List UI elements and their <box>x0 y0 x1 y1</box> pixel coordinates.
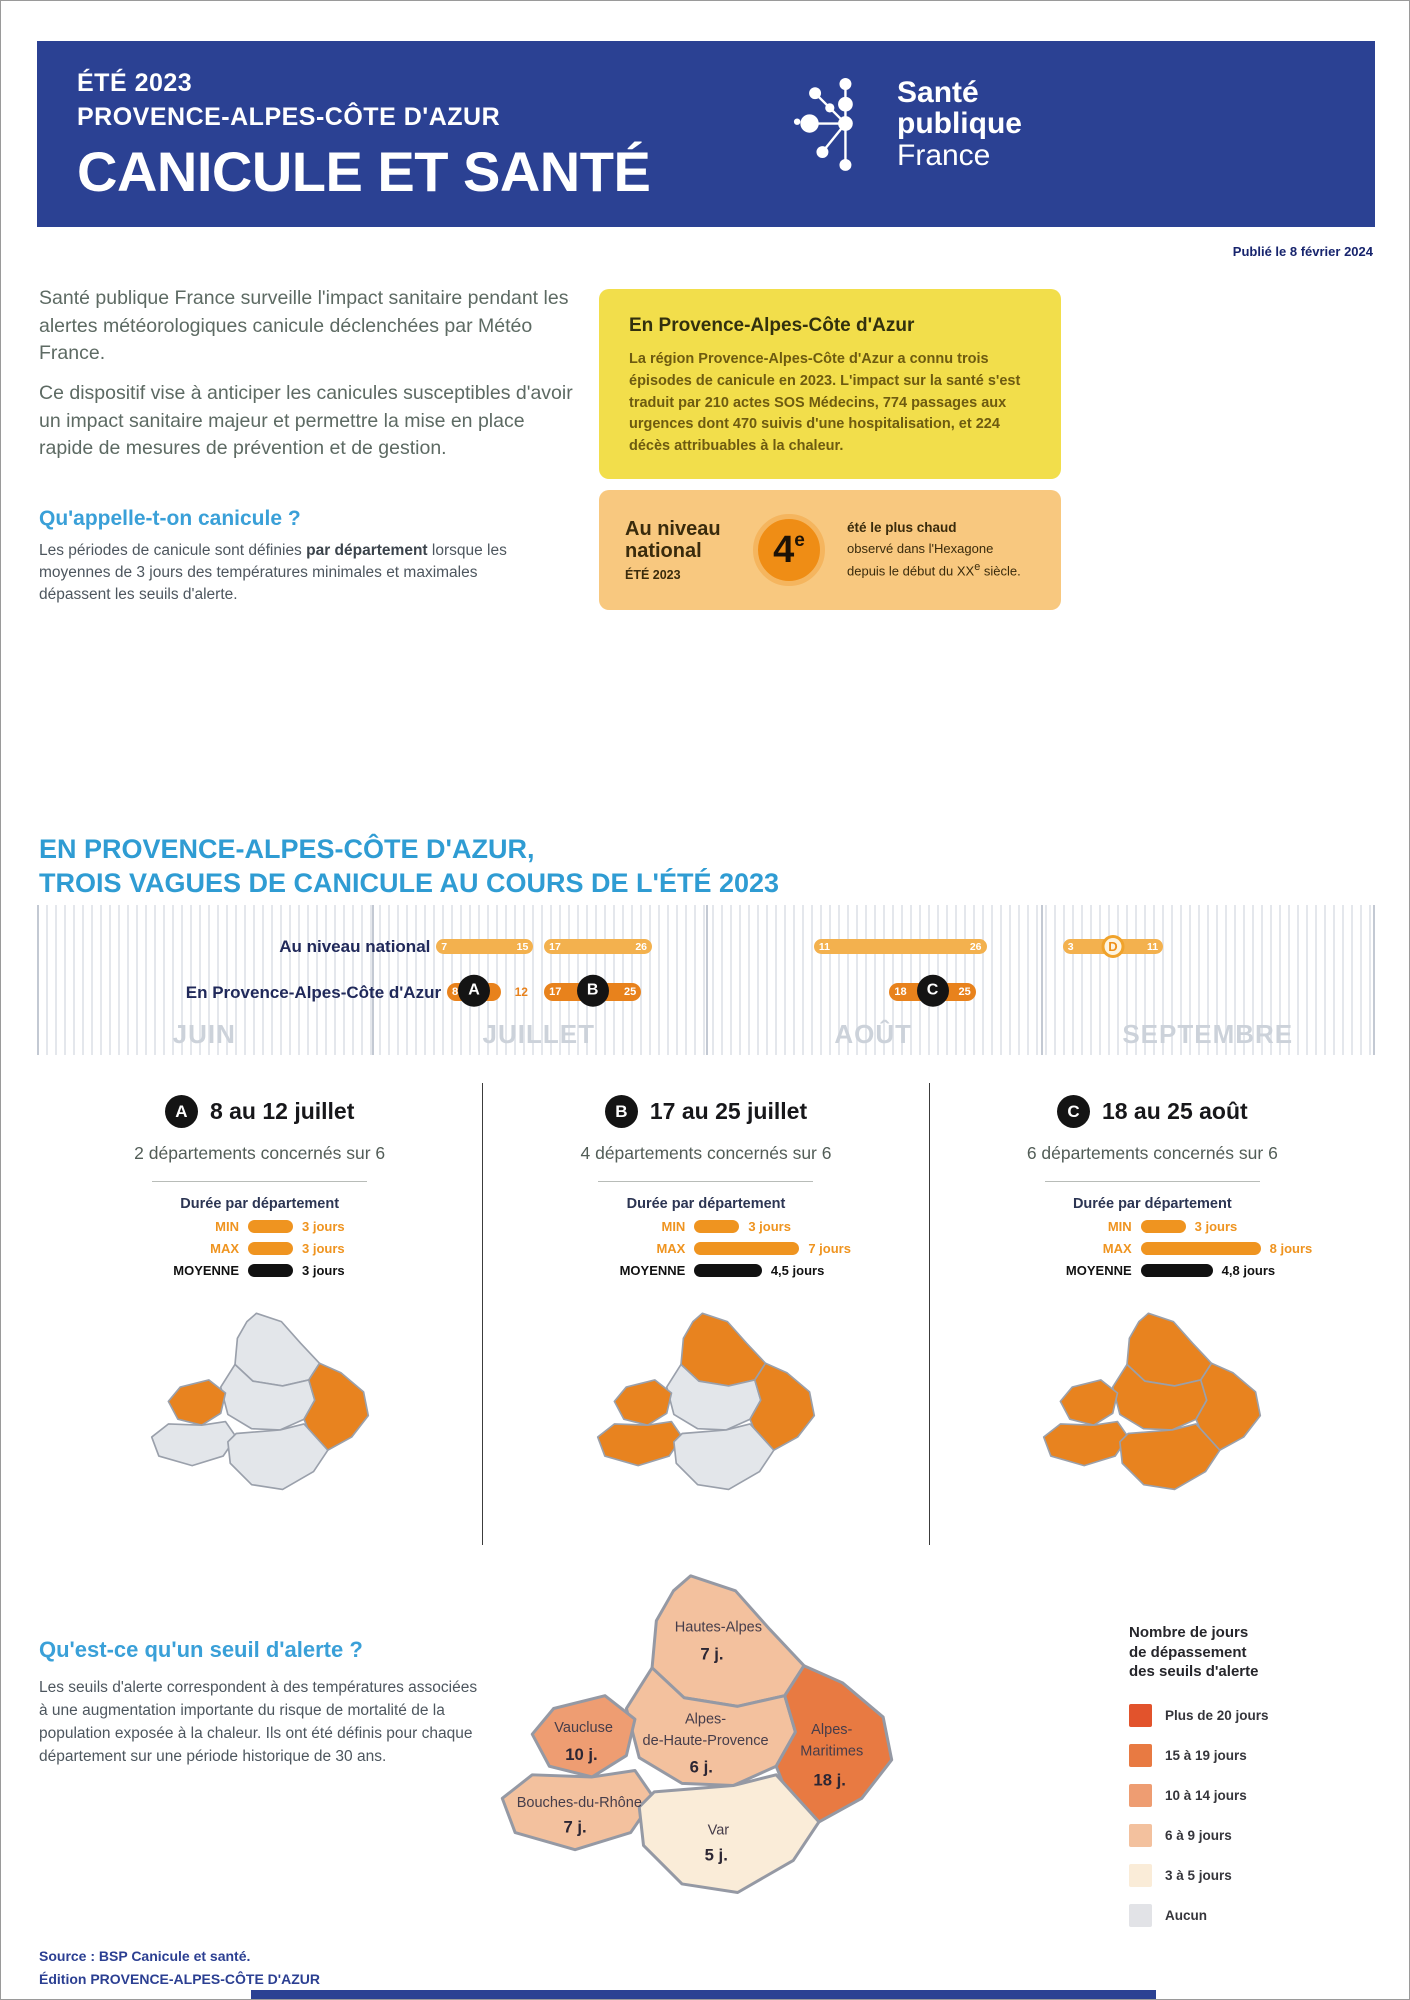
max-duration-value: 3 jours <box>302 1241 345 1256</box>
episode-a-badge: A <box>165 1095 198 1128</box>
national-rank-text <box>847 518 1021 582</box>
legend-label: 3 à 5 jours <box>1165 1867 1232 1883</box>
days-vaucluse: 10 j. <box>565 1744 598 1764</box>
legend-title-line3: des seuils d'alerte <box>1129 1663 1259 1680</box>
header-kicker-year: ÉTÉ 2023 <box>77 69 193 97</box>
label-am-2: Maritimes <box>800 1743 864 1760</box>
legend-label: 15 à 19 jours <box>1165 1747 1247 1763</box>
duration-title: Durée par département <box>1072 1196 1232 1212</box>
map-legend <box>1129 1623 1381 1944</box>
intro-paragraph-1: Santé publique France surveille l'impact sanitaire pendant les alertes météorologiques canicule déclenchées par Météo France. <box>39 287 569 365</box>
min-duration-value: 3 jours <box>1194 1219 1238 1234</box>
logo-wordmark <box>897 77 1022 172</box>
min-label: MIN <box>1107 1219 1132 1234</box>
seuil-section <box>39 1637 484 1769</box>
mini-map-dept-var <box>1120 1424 1220 1489</box>
legend-item <box>1129 1864 1381 1887</box>
mini-map-dept-br <box>1044 1422 1128 1466</box>
episode-c-departments: 6 départements concernés sur 6 <box>1026 1143 1278 1163</box>
days-ahp: 6 j. <box>689 1757 713 1777</box>
mini-map-dept-va <box>168 1380 225 1425</box>
label-vaucluse: Vaucluse <box>554 1720 613 1737</box>
moyenne-duration-bar <box>1141 1264 1213 1277</box>
mini-map-dept-br <box>598 1422 682 1466</box>
legend-label: Aucun <box>1165 1907 1207 1923</box>
legend-swatch <box>1129 1864 1152 1887</box>
national-label-line2: national <box>625 540 702 562</box>
max-duration-row <box>1048 1241 1375 1256</box>
min-duration-bar <box>1141 1220 1186 1233</box>
national-heatwave-bar: 17 26 <box>544 939 652 954</box>
timeline-national-row <box>37 937 1375 957</box>
episode-b-departments: 4 départements concernés sur 6 <box>580 1143 832 1163</box>
seuil-body: Les seuils d'alerte correspondent à des températures associées à une augmentation importante du risque de mortalité de la population exposée à la chaleur. Ils ont été définis pour chaque département sur une période historique de 30 ans. <box>39 1679 478 1765</box>
max-duration-value: 8 jours <box>1269 1241 1313 1256</box>
timeline-heading-line1: EN PROVENCE-ALPES-CÔTE D'AZUR, <box>39 834 535 864</box>
moyenne-duration-bar <box>248 1264 293 1277</box>
divider <box>598 1181 813 1182</box>
source-line2: Édition PROVENCE-ALPES-CÔTE D'AZUR <box>39 1971 320 1988</box>
region-map <box>483 1563 911 1931</box>
rank-number: 4e <box>773 529 805 571</box>
max-duration-value: 7 jours <box>808 1241 851 1256</box>
header-kicker-region: PROVENCE-ALPES-CÔTE D'AZUR <box>77 102 501 131</box>
national-heatwave-bar: 11 26 <box>814 939 987 954</box>
moyenne-duration-row <box>601 1263 928 1278</box>
label-bouches-du-rhone: Bouches-du-Rhône <box>516 1794 642 1811</box>
mini-map-dept-ha <box>235 1313 319 1386</box>
episode-column-b <box>482 1083 928 1545</box>
divider <box>1045 1181 1260 1182</box>
page-title: CANICULE ET SANTÉ <box>77 139 651 203</box>
episode-a-header <box>37 1095 482 1128</box>
intro-paragraphs <box>39 285 584 463</box>
legend-swatch <box>1129 1704 1152 1727</box>
min-label: MIN <box>215 1219 239 1234</box>
canicule-definition <box>39 507 509 606</box>
mini-map-dept-va <box>614 1380 671 1425</box>
legend-swatch <box>1129 1824 1152 1847</box>
month-label: SEPTEMBRE <box>1122 1019 1294 1049</box>
days-am: 18 j. <box>813 1770 846 1790</box>
network-logo-icon <box>793 61 885 187</box>
regional-heatwave-bar: 17 25 B <box>544 983 641 1001</box>
max-duration-row <box>601 1241 928 1256</box>
mini-map-dept-var <box>674 1424 774 1489</box>
legend-item <box>1129 1704 1381 1727</box>
duration-title: Durée par département <box>180 1196 340 1212</box>
max-label: MAX <box>656 1241 686 1256</box>
episode-a-date: 8 au 12 juillet <box>209 1098 355 1124</box>
episode-c-badge: C <box>1057 1095 1090 1128</box>
legend-swatch <box>1129 1784 1152 1807</box>
min-duration-value: 3 jours <box>302 1219 345 1234</box>
national-heatwave-bar: 3 11 D <box>1063 939 1163 954</box>
episode-c-date: 18 au 25 août <box>1101 1098 1248 1124</box>
region-summary-body: La région Provence-Alpes-Côte d'Azur a connu trois épisodes de canicule en 2023. L'impact sur la santé s'est traduit par 210 actes SOS Médecins, 774 passages aux urgences dont 470 suivis d'une hospitalisation, et 224 décès attribuables à la chaleur. <box>629 351 1021 454</box>
regional-heatwave-bar: 18 25 C <box>889 983 975 1001</box>
national-rank-box <box>599 490 1061 610</box>
episode-c-header <box>930 1095 1375 1128</box>
mini-map-dept-ha <box>1127 1313 1211 1386</box>
max-duration-row <box>155 1241 482 1256</box>
month-label: AOÛT <box>834 1019 913 1049</box>
label-hautes-alpes: Hautes-Alpes <box>674 1619 763 1636</box>
definition-text: Les périodes de canicule sont définies <box>39 542 307 559</box>
episode-a-marker: A <box>458 975 490 1007</box>
header-banner <box>37 41 1375 227</box>
mini-map-dept-va <box>1061 1380 1118 1425</box>
moyenne-duration-row <box>155 1263 482 1278</box>
episode-d-marker: D <box>1101 935 1124 958</box>
month-label: JUILLET <box>482 1019 595 1049</box>
legend-label: 6 à 9 jours <box>1165 1827 1232 1843</box>
legend-item <box>1129 1904 1381 1927</box>
header-text <box>77 67 650 204</box>
max-label: MAX <box>210 1241 239 1256</box>
min-label: MIN <box>661 1219 686 1234</box>
mini-map-dept-ha <box>681 1313 765 1386</box>
episode-c-marker: C <box>917 975 949 1007</box>
moyenne-label: MOYENNE <box>619 1263 686 1278</box>
max-duration-bar <box>1141 1242 1261 1255</box>
min-duration-value: 3 jours <box>748 1219 791 1234</box>
definition-bold-text: par département <box>306 542 428 559</box>
timeline-section-heading <box>39 833 779 901</box>
national-heatwave-bar: 7 15 <box>436 939 533 954</box>
min-duration-bar <box>248 1220 293 1233</box>
seuil-heading: Qu'est-ce qu'un seuil d'alerte ? <box>39 1637 363 1662</box>
national-label-line1: Au niveau <box>625 517 721 540</box>
publication-date: Publié le 8 février 2024 <box>1232 244 1373 259</box>
moyenne-duration-row <box>1048 1263 1375 1278</box>
legend-item <box>1129 1824 1381 1847</box>
timeline-regional-label: En Provence-Alpes-Côte d'Azur <box>185 983 442 1002</box>
legend-label: 10 à 14 jours <box>1165 1787 1247 1803</box>
rank-text-bold: été le plus chaud <box>847 520 957 536</box>
heatwave-timeline <box>37 905 1375 1055</box>
rank-text-line2: observé dans l'Hexagone <box>847 541 994 557</box>
legend-item <box>1129 1744 1381 1767</box>
timeline-heading-line2: TROIS VAGUES DE CANICULE AU COURS DE L'ÉTÉ 2023 <box>39 867 780 898</box>
label-var: Var <box>707 1822 730 1839</box>
moyenne-duration-bar <box>694 1264 762 1277</box>
rank-badge <box>753 514 825 586</box>
duration-title: Durée par département <box>626 1196 786 1212</box>
episode-b-date: 17 au 25 juillet <box>649 1098 808 1124</box>
national-rank-label <box>625 518 743 583</box>
legend-swatch <box>1129 1744 1152 1767</box>
moyenne-duration-value: 4,5 jours <box>770 1263 825 1278</box>
timeline-national-label: Au niveau national <box>279 937 431 956</box>
min-duration-bar <box>694 1220 739 1233</box>
definition-text-end: lorsque les moyennes de 3 jours des températures minimales et maximales dépassent les seuils d'alerte. <box>39 542 507 603</box>
legend-title-line2: de dépassement <box>1129 1643 1247 1661</box>
moyenne-duration-value: 3 jours <box>302 1263 345 1278</box>
logo-line-publique: publique <box>897 107 1022 141</box>
canicule-definition-heading: Qu'appelle-t-on canicule ? <box>39 507 301 530</box>
min-duration-row <box>601 1219 928 1234</box>
episode-c-map <box>1033 1306 1271 1511</box>
label-am-1: Alpes- <box>811 1722 853 1739</box>
label-ahp-1: Alpes- <box>684 1711 727 1728</box>
episode-b-badge: B <box>605 1095 638 1128</box>
national-label-summer: ÉTÉ 2023 <box>625 568 681 583</box>
threshold-days-map <box>483 1563 911 1931</box>
moyenne-label: MOYENNE <box>173 1263 239 1278</box>
episode-b-map <box>587 1306 825 1511</box>
episode-a-map <box>141 1306 379 1511</box>
region-summary-box <box>599 289 1061 479</box>
sante-publique-france-logo <box>793 61 1022 187</box>
legend-item <box>1129 1784 1381 1807</box>
episode-b-marker: B <box>577 975 609 1007</box>
days-bouches-du-rhone: 7 j. <box>563 1817 587 1837</box>
logo-line-sante: Santé <box>897 75 979 109</box>
moyenne-label: MOYENNE <box>1065 1263 1132 1278</box>
episode-column-a <box>37 1083 482 1545</box>
canicule-definition-body <box>39 540 509 606</box>
regional-heatwave-bar: 8 12 A <box>447 983 501 1001</box>
month-label: JUIN <box>172 1019 236 1049</box>
rank-text-line3: depuis le début du XXe siècle. <box>847 561 1021 579</box>
min-duration-row <box>155 1219 482 1234</box>
footer-strip <box>251 1990 1156 1999</box>
episode-b-header <box>483 1095 928 1128</box>
legend-title-line1: Nombre de jours <box>1129 1624 1249 1641</box>
max-duration-bar <box>694 1242 799 1255</box>
days-var: 5 j. <box>704 1845 728 1865</box>
source-note <box>39 1945 320 1991</box>
dept-hautes-alpes <box>652 1576 804 1707</box>
timeline-regional-row <box>37 983 1375 1003</box>
legend-label: Plus de 20 jours <box>1165 1707 1269 1723</box>
max-label: MAX <box>1102 1241 1132 1256</box>
episode-a-departments: 2 départements concernés sur 6 <box>134 1143 386 1163</box>
logo-line-france: France <box>897 138 991 172</box>
region-summary-title: En Provence-Alpes-Côte d'Azur <box>629 315 915 336</box>
min-duration-row <box>1048 1219 1375 1234</box>
legend-items <box>1129 1704 1381 1927</box>
mini-map-dept-br <box>151 1422 235 1466</box>
divider <box>152 1181 367 1182</box>
label-ahp-2: de-Haute-Provence <box>642 1732 769 1749</box>
days-hautes-alpes: 7 j. <box>700 1644 724 1664</box>
episode-column-c <box>929 1083 1375 1545</box>
max-duration-bar <box>248 1242 293 1255</box>
legend-swatch <box>1129 1904 1152 1927</box>
mini-map-dept-var <box>228 1424 328 1489</box>
source-line1: Source : BSP Canicule et santé. <box>39 1948 251 1964</box>
dept-vaucluse <box>532 1696 635 1777</box>
legend-title <box>1129 1623 1381 1682</box>
episode-columns <box>37 1083 1375 1545</box>
moyenne-duration-value: 4,8 jours <box>1221 1263 1276 1278</box>
intro-paragraph-2: Ce dispositif vise à anticiper les canicules susceptibles d'avoir un impact sanitaire majeur et permettre la mise en place rapide de mesures de prévention et de gestion. <box>39 382 573 460</box>
